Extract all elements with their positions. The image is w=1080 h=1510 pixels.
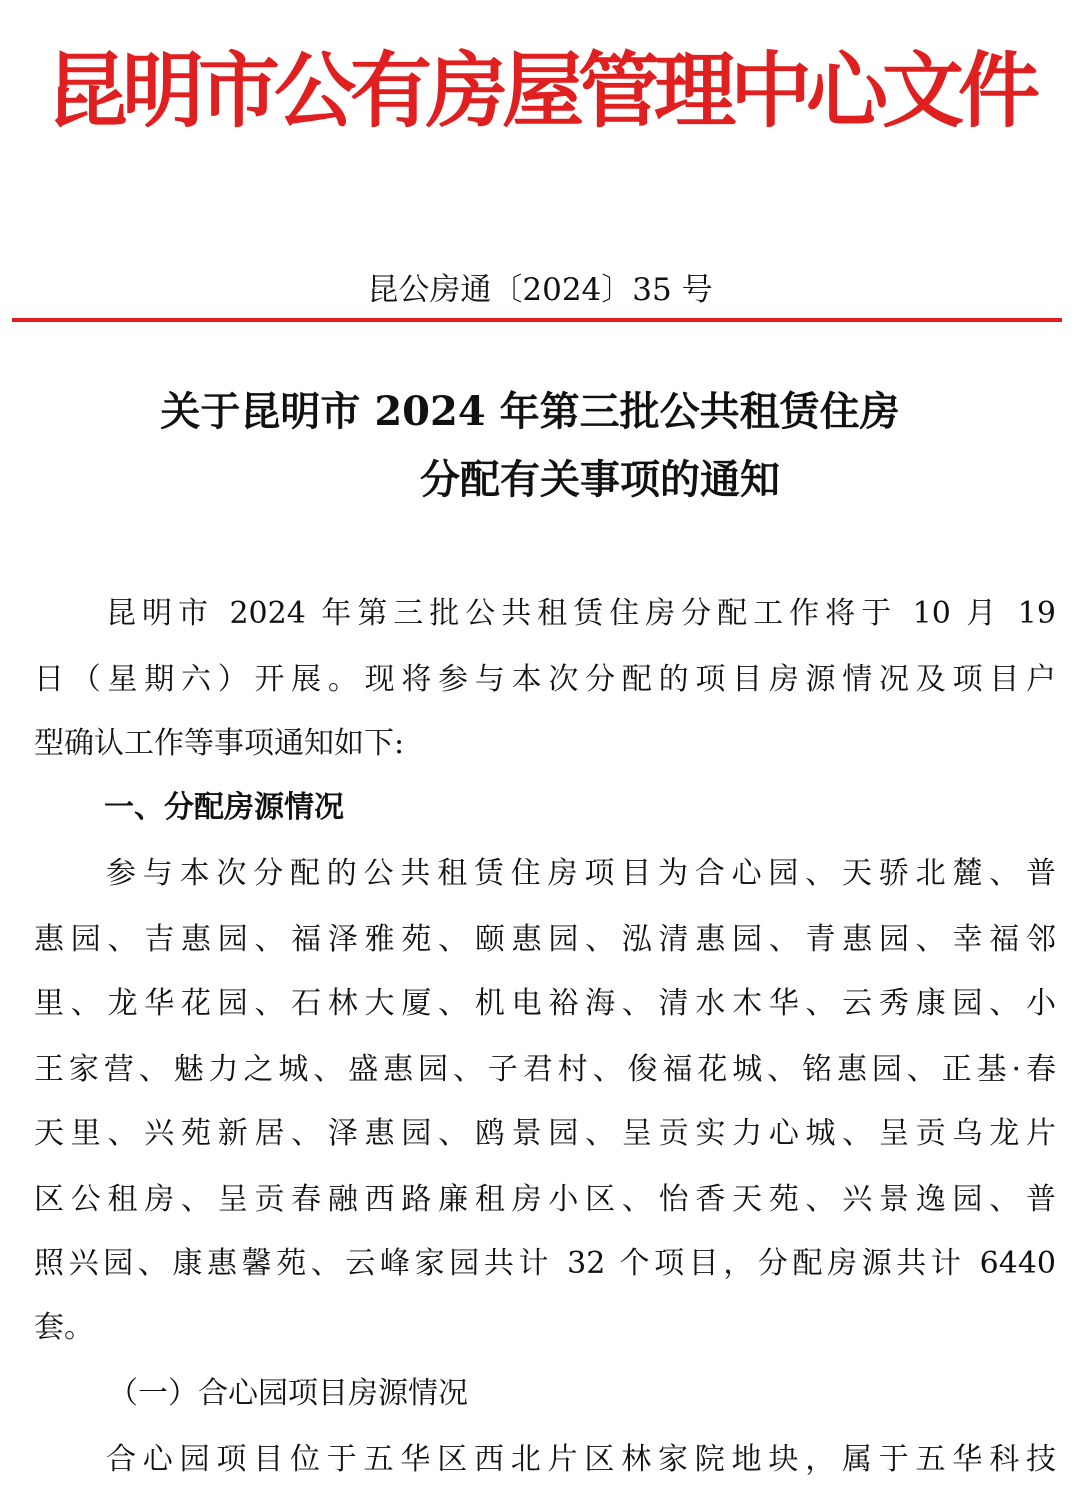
notice-title-line-2: 分配有关事项的通知 — [420, 456, 780, 503]
section-1-line-6: 区公租房、呈贡春融西路廉租房小区、怡香天苑、兴景逸园、普 — [34, 1182, 1056, 1217]
section-1-line-8: 套。 — [34, 1310, 94, 1345]
subsection-1-heading: （一）合心园项目房源情况 — [108, 1376, 468, 1411]
section-1-line-3: 里、龙华花园、石林大厦、机电裕海、清水木华、云秀康园、小 — [34, 986, 1056, 1021]
section-1-line-5: 天里、兴苑新居、泽惠园、鸥景园、呈贡实力心城、呈贡乌龙片 — [34, 1116, 1056, 1151]
intro-line-2: 日（星期六）开展。现将参与本次分配的项目房源情况及项目户 — [34, 662, 1056, 697]
section-1-line-4: 王家营、魅力之城、盛惠园、子君村、俊福花城、铭惠园、正基·春 — [34, 1052, 1056, 1087]
notice-title-line-1: 关于昆明市 2024 年第三批公共租赁住房 — [160, 388, 900, 435]
intro-line-3: 型确认工作等事项通知如下: — [34, 726, 405, 761]
section-1-heading: 一、分配房源情况 — [104, 790, 344, 825]
intro-line-1: 昆明市 2024 年第三批公共租赁住房分配工作将于 10 月 19 — [106, 596, 1056, 631]
subsection-1-line-1: 合心园项目位于五华区西北片区林家院地块，属于五华科技 — [106, 1442, 1056, 1477]
document-header-title: 昆明市公有房屋管理中心文件 — [45, 44, 1034, 139]
red-divider-line — [12, 318, 1062, 322]
section-1-line-7: 照兴园、康惠馨苑、云峰家园共计 32 个项目，分配房源共计 6440 — [34, 1246, 1056, 1281]
section-1-line-2: 惠园、吉惠园、福泽雅苑、颐惠园、泓清惠园、青惠园、幸福邻 — [34, 922, 1056, 957]
section-1-line-1: 参与本次分配的公共租赁住房项目为合心园、天骄北麓、普 — [106, 856, 1056, 891]
document-number: 昆公房通〔2024〕35 号 — [367, 272, 713, 308]
